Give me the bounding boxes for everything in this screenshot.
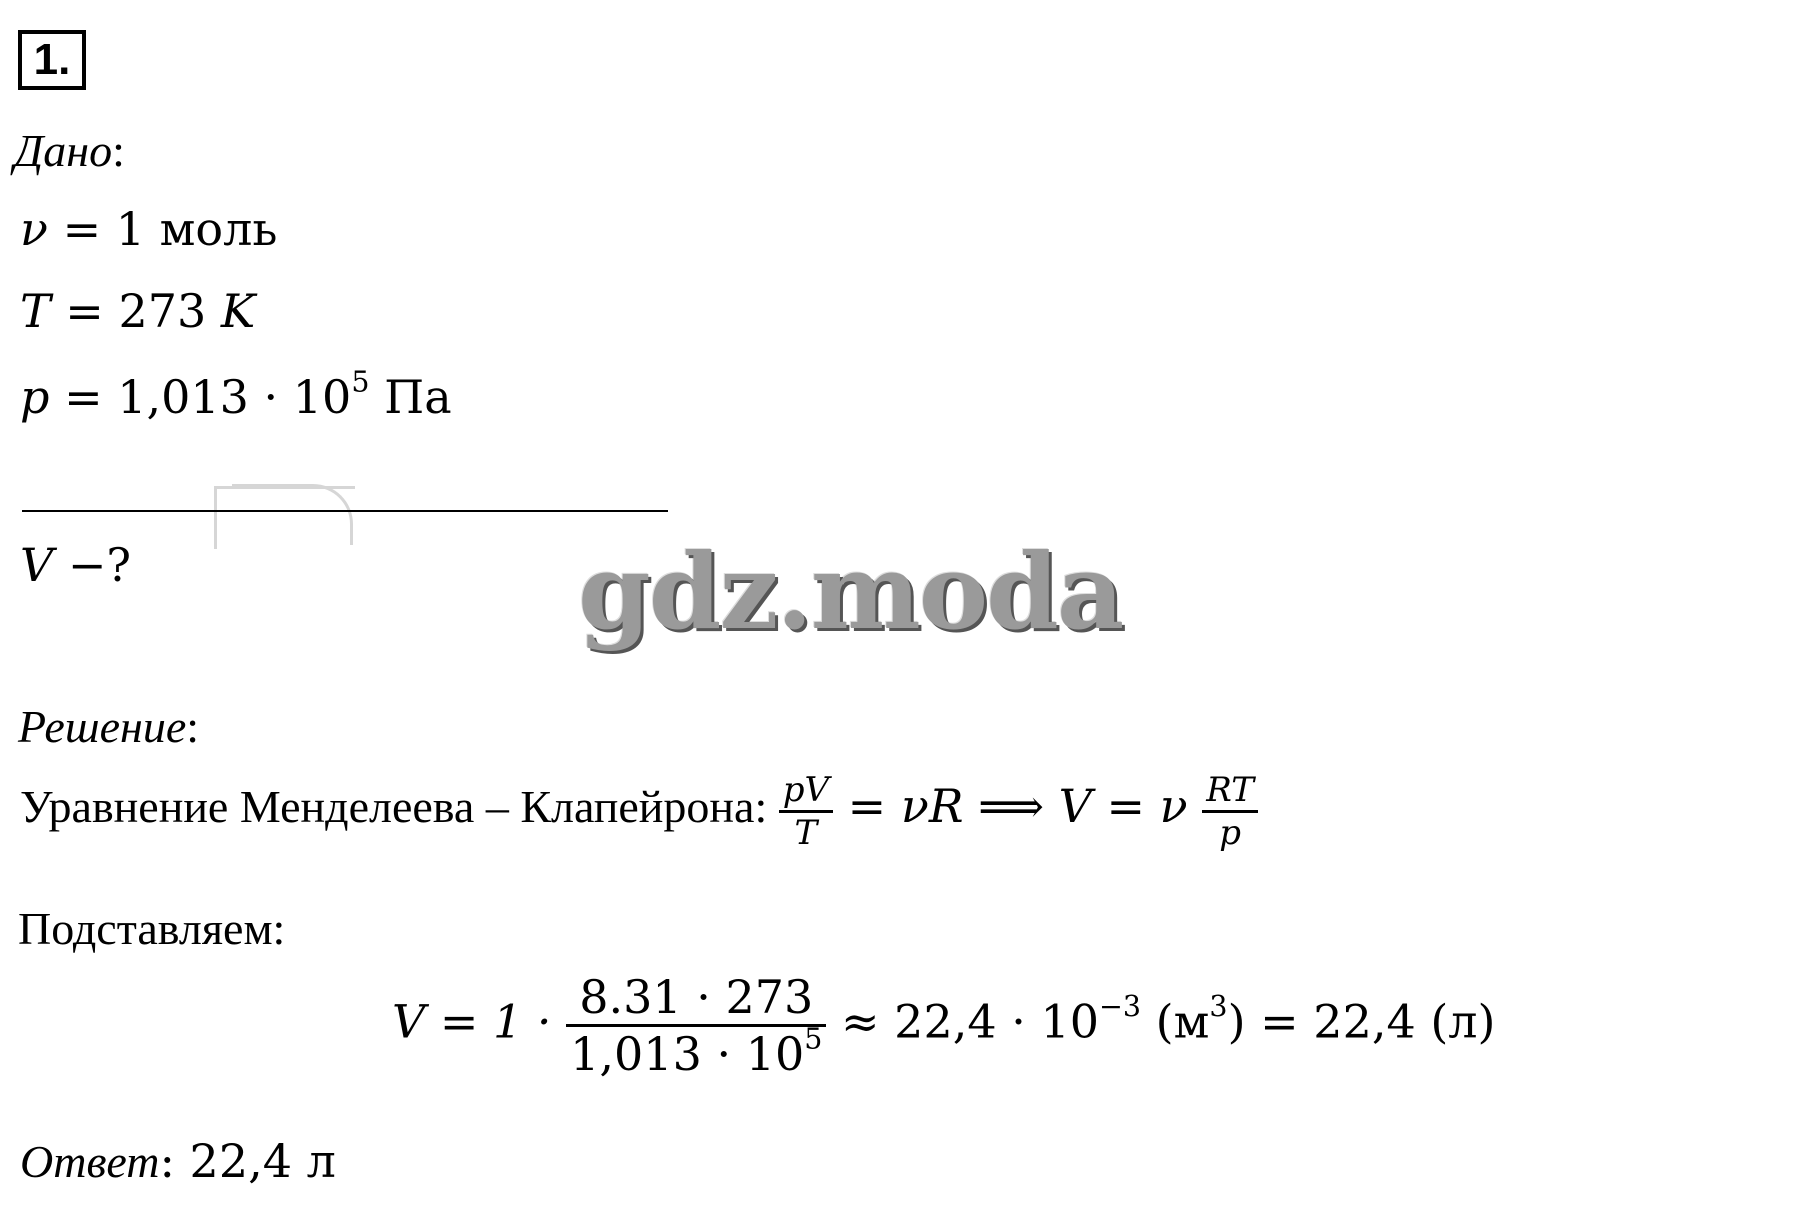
given-heading: Дано:	[14, 125, 125, 176]
answer-value: : 22,4 л	[159, 1134, 336, 1188]
p-value: = 1,013 · 10	[49, 370, 352, 424]
calc-numerator: 8.31 · 273	[566, 970, 826, 1027]
task-number: 1.	[33, 35, 71, 84]
calc-lhs: V = 1 ·	[392, 994, 567, 1049]
given-divider	[22, 510, 668, 512]
fraction-numerator: pV	[779, 770, 833, 813]
equation-line	[20, 770, 1258, 853]
equation-text: Уравнение Менделеева – Клапейрона:	[20, 781, 779, 833]
p-symbol: p	[20, 370, 50, 424]
answer-label: Ответ	[20, 1136, 160, 1187]
nu-value: = 1	[47, 202, 160, 256]
calc-rhs-c: ) = 22,4 (л)	[1227, 994, 1496, 1049]
watermark: gdz.moda	[578, 530, 1123, 653]
calc-denominator	[566, 1022, 826, 1081]
given-nu-line	[20, 202, 277, 256]
substitute-line: Подставляем:	[18, 903, 286, 954]
equation-middle: = νR ⟹ V = ν	[833, 779, 1203, 834]
calc-fraction	[566, 970, 826, 1081]
pv-over-t-fraction	[779, 770, 833, 853]
nu-unit: моль	[159, 202, 278, 256]
watermark-ghost-shape-2	[232, 484, 353, 545]
given-label: Дано	[14, 125, 113, 176]
t-symbol: T	[20, 284, 51, 338]
calc-rhs-b: (м	[1141, 994, 1210, 1049]
fraction-denominator: p	[1219, 813, 1241, 853]
given-p-line	[20, 365, 452, 424]
solution-label: Решение	[18, 701, 187, 752]
nu-symbol: ν	[20, 202, 48, 256]
calc-denominator-base: 1,013 · 10	[570, 1027, 805, 1081]
p-exponent: 5	[351, 365, 370, 399]
calc-rhs-b-exponent: 3	[1209, 990, 1228, 1024]
calculation-line	[392, 970, 1495, 1081]
calc-rhs-a: ≈ 22,4 · 10	[826, 994, 1099, 1049]
fraction-denominator: T	[794, 813, 818, 853]
given-t-line	[20, 284, 255, 338]
fraction-numerator: RT	[1202, 770, 1258, 813]
p-unit: Па	[369, 370, 452, 424]
rt-over-p-fraction	[1202, 770, 1258, 853]
calc-denominator-exponent: 5	[804, 1022, 823, 1056]
find-text: −?	[53, 538, 132, 592]
t-unit: K	[220, 284, 256, 338]
solution-heading: Решение:	[18, 701, 200, 752]
calc-rhs-exponent: −3	[1099, 990, 1142, 1024]
find-line	[20, 538, 131, 592]
task-number-box	[18, 30, 86, 90]
answer-line	[20, 1134, 336, 1188]
find-symbol: V	[20, 538, 54, 592]
t-value: = 273	[50, 284, 221, 338]
